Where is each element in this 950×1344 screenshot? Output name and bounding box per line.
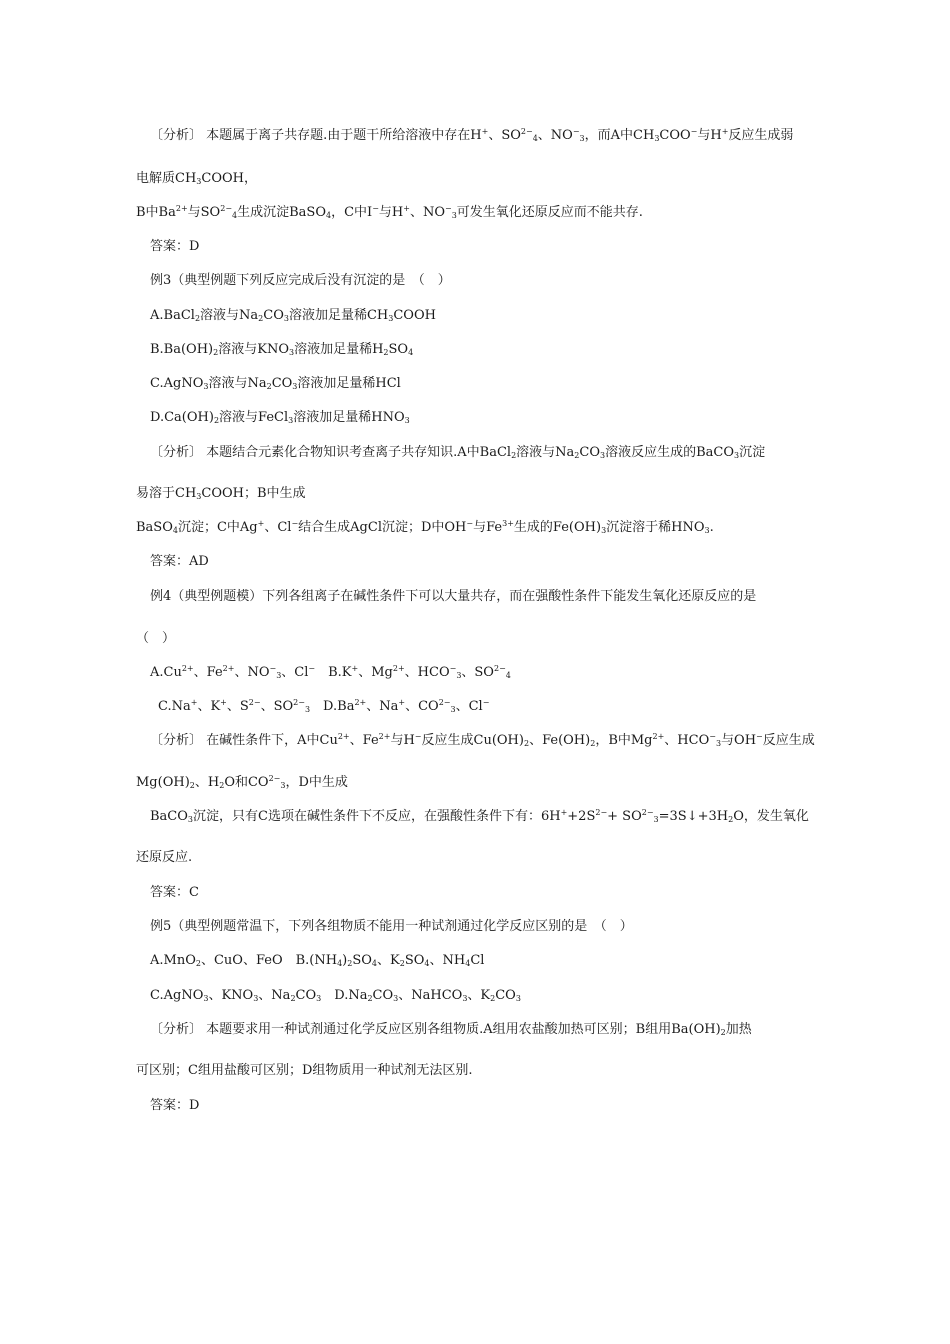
example-4-question-line-2: （ ） <box>136 631 176 646</box>
example-3-option-c: C.AgNO$_3$溶液与$Na_2CO_3$溶液加足量稀HCl <box>150 376 401 391</box>
answer-ex3: 答案：AD <box>150 554 209 569</box>
analysis-ex5-line-2: 可区别；C组用盐酸可区别；D组物质用一种试剂无法区别. <box>136 1063 473 1078</box>
answer-ex2: 答案：D <box>150 239 200 254</box>
analysis-ex2-line-1: 〔分析〕 本题属于离子共存题.由于题干所给溶液中存在H+、$SO^{2-}_4$、$NO^-_3$，而A中$CH_3COO^-$与H+反应生成弱 <box>150 127 794 143</box>
example-4-question-line-1: 例4（典型例题模）下列各组离子在碱性条件下可以大量共存，而在强酸性条件下能发生氧化还原反应的是 <box>150 589 757 604</box>
example-3-question: 例3（典型例题下列反应完成后没有沉淀的是 （ ） <box>150 273 451 288</box>
example-3-option-d: $D.Ca(OH)_2$溶液与FeCl$_3$溶液加足量稀$HNO_3$ <box>150 410 410 425</box>
example-4-options-cd: C.Na+、K+、$S^{2-}$、$SO^{2-}_3$ $D.Ba^{2+}$、Na+、$CO^{2-}_3$、Cl− <box>158 698 490 714</box>
example-5-options-cd: C.AgNO$_3$、$KNO_3$、$Na_2CO_3$ $D.Na_2CO_3$、NaHCO$_3$、$K_2CO_3$ <box>150 988 521 1003</box>
analysis-ex4-line-1: 〔分析〕 在碱性条件下，A中$Cu^{2+}$、$Fe^{2+}$与H−反应生成$Cu(OH)_2$、$Fe(OH)_2$，B中$Mg^{2+}$、$HCO^-_3$与OH−反应生成 <box>150 732 815 748</box>
example-5-question: 例5（典型例题常温下，下列各组物质不能用一种试剂通过化学反应区别的是 （ ） <box>150 919 633 934</box>
analysis-ex3-line-1: 〔分析〕 本题结合元素化合物知识考查离子共存知识.A中BaCl$_2$溶液与$Na_2CO_3$溶液反应生成的BaCO$_3$沉淀 <box>150 445 766 460</box>
example-3-option-b: $B.Ba(OH)_2$溶液与$KNO_3$溶液加足量稀$H_2SO_4$ <box>150 342 414 357</box>
example-5-options-ab: A.MnO$_2$、CuO、FeO $B.(NH_4)_2SO_4$、$K_2SO_4$、$NH_4Cl$ <box>150 953 485 968</box>
answer-ex5: 答案：D <box>150 1098 200 1113</box>
analysis-ex5-line-1: 〔分析〕 本题要求用一种试剂通过化学反应区别各组物质.A组用农盐酸加热可区别；B组用$Ba(OH)_2$加热 <box>150 1022 752 1037</box>
analysis-ex3-line-3: BaSO$_4$沉淀；C中Ag+、Cl−结合生成AgCl沉淀；D中OH−与$Fe^{3+}$生成的$Fe(OH)_3$沉淀溶于稀$HNO_3$. <box>136 519 714 535</box>
example-3-option-a: A.BaCl$_2$溶液与$Na_2CO_3$溶液加足量稀$CH_3COOH$ <box>150 308 436 323</box>
example-4-options-ab: $A.Cu^{2+}$、$Fe^{2+}$、$NO^-_3$、Cl− B.K+、$Mg^{2+}$、$HCO^-_3$、$SO^{2-}_4$ <box>150 664 511 680</box>
analysis-ex2-line-2: 电解质$CH_3COOH$， <box>136 171 257 186</box>
analysis-ex4-line-3: BaCO$_3$沉淀，只有C选项在碱性条件下不反应，在强酸性条件下有：$6H^++2S^{2-}+$ $SO^{2-}_3=3S↓+3H_2O$，发生氧化 <box>150 808 809 824</box>
analysis-ex4-line-4: 还原反应. <box>136 850 193 865</box>
analysis-ex4-line-2: $Mg(OH)_2$、$H_2O$和$CO^{2-}_3$，D中生成 <box>136 774 348 790</box>
analysis-ex3-line-2: 易溶于$CH_3COOH$；B中生成 <box>136 486 306 501</box>
analysis-ex2-line-3: B中$Ba^{2+}$与$SO^{2-}_4$生成沉淀BaSO$_4$，C中I−与H+、$NO^-_3$可发生氧化还原反应而不能共存. <box>136 204 643 220</box>
answer-ex4: 答案：C <box>150 885 199 900</box>
